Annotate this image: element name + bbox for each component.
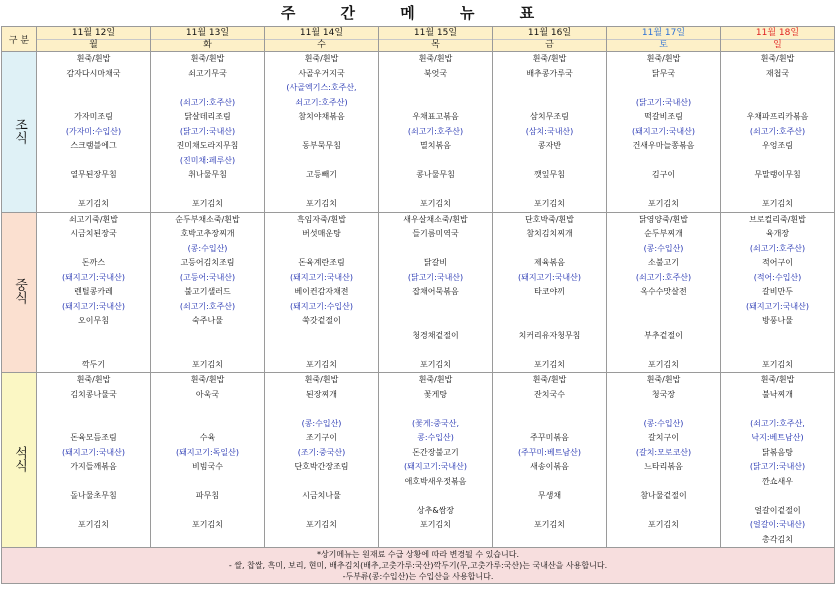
- menu-item: [37, 242, 150, 257]
- menu-item: 포기김치: [648, 359, 679, 369]
- weekly-menu-table: [1, 26, 835, 584]
- menu-item: 갈치구이: [648, 433, 679, 442]
- menu-item: 상추&쌈장: [416, 505, 455, 515]
- menu-item: 청경채겉절이: [412, 330, 459, 340]
- menu-item: [379, 402, 492, 417]
- menu-item: 베이컨감자채전: [294, 287, 349, 296]
- origin-note: (꽃게:중국산,: [412, 418, 459, 428]
- day-header-2: [265, 27, 379, 52]
- menu-item: 취나물무침: [188, 170, 227, 179]
- menu-item: [721, 402, 834, 417]
- menu-item: 단호박간장조림: [294, 462, 349, 471]
- menu-item: 잔치국수: [534, 389, 565, 399]
- menu-item: [37, 329, 150, 344]
- day-date: 11월 13일: [151, 27, 264, 40]
- origin-note: (돼지고기:수입산): [289, 301, 354, 311]
- menu-item: 시금치된장국: [70, 229, 117, 238]
- menu-item: [37, 475, 150, 490]
- menu-item: 소불고기: [648, 258, 679, 267]
- footer-line-3: -두부류(콩:수입산)는 수입산을 사용합니다.: [342, 572, 494, 581]
- menu-item: 브로컬리죽/흰밥: [749, 214, 806, 224]
- day-date: 11월 18일: [721, 27, 834, 40]
- menu-item: 돈육계란조림: [298, 258, 345, 267]
- menu-item: 단호박죽/흰밥: [524, 214, 575, 224]
- menu-item: 제육볶음: [534, 258, 565, 267]
- menu-item: [493, 242, 606, 257]
- menu-cell: [607, 373, 721, 548]
- menu-item: 포기김치: [420, 199, 451, 208]
- menu-item: 김구이: [651, 170, 676, 179]
- menu-item: 적어구이: [762, 258, 793, 267]
- menu-item: 흰죽/흰밥: [532, 54, 567, 63]
- menu-item: 비빔국수: [192, 462, 223, 471]
- menu-item: [37, 504, 150, 519]
- menu-item: 깻잎무침: [534, 170, 565, 179]
- menu-item: 들기름미역국: [412, 229, 459, 238]
- menu-item: 아욱국: [195, 389, 220, 399]
- menu-item: 흰죽/흰밥: [304, 54, 339, 63]
- day-of-week: 화: [203, 40, 212, 50]
- menu-item: [37, 154, 150, 169]
- menu-item: 애호박새우젓볶음: [404, 476, 467, 486]
- day-of-week: 목: [431, 40, 440, 50]
- menu-item: 흰죽/흰밥: [760, 375, 795, 384]
- day-of-week: 금: [545, 40, 554, 50]
- origin-note: (닭고기:국내산): [179, 126, 236, 136]
- menu-item: [37, 402, 150, 417]
- menu-item: [265, 125, 378, 140]
- menu-item: 포기김치: [192, 359, 223, 369]
- menu-item: [265, 242, 378, 257]
- menu-item: [493, 402, 606, 417]
- menu-cell: [151, 212, 265, 373]
- origin-note: (콩:수입산): [187, 243, 228, 253]
- day-header-6: [721, 27, 835, 52]
- menu-item: [151, 343, 264, 358]
- menu-item: 불낙찌개: [762, 389, 793, 399]
- menu-item: 포기김치: [192, 520, 223, 529]
- menu-item: 포기김치: [78, 520, 109, 529]
- menu-item: 김치콩나물국: [70, 389, 117, 399]
- menu-item: 흰죽/흰밥: [190, 375, 225, 384]
- menu-item: [379, 96, 492, 111]
- day-of-week: 수: [317, 40, 326, 50]
- menu-item: 포기김치: [648, 199, 679, 208]
- day-header-3: [379, 27, 493, 52]
- menu-item: 흰죽/흰밥: [418, 375, 453, 384]
- day-date: 11월 14일: [265, 27, 378, 40]
- menu-item: 포기김치: [306, 520, 337, 529]
- menu-item: 멸치볶음: [420, 141, 451, 150]
- origin-note: (고등어:국내산): [179, 272, 236, 282]
- day-header-5: [607, 27, 721, 52]
- day-date: 11월 12일: [37, 27, 150, 40]
- menu-item: 참치김치찌개: [526, 229, 573, 238]
- menu-item: [37, 183, 150, 198]
- origin-note: (돼지고기:국내산): [403, 462, 468, 471]
- menu-item: [721, 343, 834, 358]
- origin-note: (적어:수입산): [753, 272, 802, 282]
- origin-note: (진미채:페루산): [179, 155, 236, 165]
- origin-note: (닭고기:국내산): [749, 462, 806, 471]
- menu-item: [379, 154, 492, 169]
- menu-cell: [379, 52, 493, 213]
- menu-item: [379, 81, 492, 96]
- day-of-week: 월: [89, 40, 98, 50]
- menu-item: 돌나물초무침: [70, 491, 117, 500]
- menu-item: 포기김치: [762, 359, 793, 369]
- menu-item: 포기김치: [420, 520, 451, 529]
- origin-note: (쇠고기:호주산): [179, 97, 236, 107]
- menu-item: 콩나물무침: [416, 170, 455, 179]
- menu-item: [607, 154, 720, 169]
- menu-cell: [379, 212, 493, 373]
- menu-item: 잡채어묵볶음: [412, 287, 459, 296]
- menu-cell: [721, 373, 835, 548]
- menu-item: [721, 329, 834, 344]
- menu-item: 콩자반: [537, 141, 562, 150]
- menu-item: [607, 504, 720, 519]
- meal-label-cell: [2, 52, 37, 213]
- menu-item: 깍두기: [81, 359, 106, 369]
- menu-item: 새우살채소죽/흰밥: [403, 214, 468, 224]
- menu-item: 돈간장불고기: [412, 447, 459, 457]
- menu-item: 닭살데리조림: [184, 112, 231, 121]
- menu-item: 열무된장무침: [70, 170, 117, 179]
- menu-item: 숙주나물: [192, 316, 223, 325]
- menu-item: 순두부찌개: [644, 229, 683, 238]
- footer-line-2: - 쌀, 찹쌀, 흑미, 보리, 현미, 배추김치(배추,고춧가루:국산)깍두기(무,고춧가루:국산)는 국내산을 사용합니다.: [228, 561, 608, 570]
- menu-item: [607, 314, 720, 329]
- menu-item: 흰죽/흰밥: [76, 375, 111, 384]
- day-date: 11월 17일: [607, 27, 720, 40]
- menu-item: 치커리유자청무침: [518, 330, 581, 340]
- menu-item: [493, 314, 606, 329]
- menu-item: [379, 300, 492, 315]
- menu-item: 흑임자죽/흰밥: [296, 214, 347, 224]
- menu-item: 배추콩가루국: [526, 68, 573, 78]
- menu-item: [721, 183, 834, 198]
- menu-cell: [265, 373, 379, 548]
- menu-item: 쑥갓겉절이: [302, 316, 341, 325]
- origin-note: (콩:수입산): [643, 418, 684, 428]
- menu-cell: [151, 52, 265, 213]
- origin-note: (사골엑기스:호주산,: [286, 83, 357, 92]
- menu-item: 무말랭이무침: [754, 170, 801, 179]
- menu-item: [493, 81, 606, 96]
- menu-item: 수육: [199, 433, 216, 442]
- menu-item: 북엇국: [423, 68, 448, 78]
- menu-item: [607, 183, 720, 198]
- menu-cell: [607, 52, 721, 213]
- menu-item: [721, 154, 834, 169]
- day-header-4: [493, 27, 607, 52]
- origin-note: (가자미:수입산): [65, 126, 122, 136]
- menu-item: 부추겉절이: [644, 330, 683, 340]
- meal-label: 조식: [12, 117, 27, 144]
- menu-item: 시금치나물: [302, 491, 341, 500]
- menu-item: 흰죽/흰밥: [532, 375, 567, 384]
- footer-notes: [2, 548, 835, 584]
- menu-item: 포기김치: [762, 199, 793, 208]
- origin-note: (쇠고기:호주산): [407, 126, 464, 136]
- menu-item: [607, 81, 720, 96]
- menu-item: [607, 300, 720, 315]
- menu-item: [379, 183, 492, 198]
- menu-item: 포기김치: [534, 359, 565, 369]
- menu-item: 방풍나물: [762, 316, 793, 325]
- menu-item: 돈육모듬조림: [70, 433, 117, 442]
- menu-item: [721, 96, 834, 111]
- menu-cell: [265, 212, 379, 373]
- menu-item: 닭볶음탕: [762, 447, 793, 457]
- menu-item: 고등빼기: [306, 170, 337, 179]
- menu-item: 우채표고볶음: [412, 112, 459, 121]
- menu-item: 스크램블에그: [70, 141, 117, 150]
- origin-note: (닭고기:국내산): [635, 97, 692, 107]
- menu-item: 포기김치: [192, 199, 223, 208]
- origin-note: (돼지고기:국내산): [61, 301, 126, 311]
- menu-item: [151, 504, 264, 519]
- origin-note: (조기:중국산): [297, 447, 346, 457]
- menu-item: [493, 417, 606, 432]
- day-of-week: 일: [773, 40, 782, 50]
- menu-cell: [37, 212, 151, 373]
- menu-item: 떡갈비조림: [644, 112, 683, 121]
- menu-item: [37, 81, 150, 96]
- menu-item: [379, 242, 492, 257]
- menu-item: 깐쇼새우: [762, 476, 793, 486]
- origin-note: (돼지고기:국내산): [631, 126, 696, 136]
- menu-item: [493, 504, 606, 519]
- menu-item: [151, 329, 264, 344]
- menu-item: [265, 343, 378, 358]
- menu-cell: [379, 373, 493, 548]
- menu-item: 청국장: [651, 389, 676, 399]
- lunch-row: [2, 212, 835, 373]
- menu-item: 새송이볶음: [530, 462, 569, 471]
- menu-cell: [493, 52, 607, 213]
- menu-item: 포기김치: [306, 199, 337, 208]
- menu-item: [721, 81, 834, 96]
- menu-item: [493, 154, 606, 169]
- menu-item: 육개장: [765, 229, 790, 238]
- menu-item: [493, 300, 606, 315]
- menu-item: 가자미조림: [74, 112, 113, 121]
- gubun-header: 구 분: [2, 27, 37, 52]
- menu-item: 순두부채소죽/흰밥: [175, 214, 240, 224]
- origin-note: (돼지고기:국내산): [745, 301, 810, 311]
- menu-item: 돈까스: [81, 258, 106, 267]
- menu-item: 된장찌개: [306, 389, 337, 399]
- menu-item: 닭영양죽/흰밥: [638, 214, 689, 224]
- menu-item: [265, 504, 378, 519]
- menu-item: [37, 417, 150, 432]
- menu-item: 흰죽/흰밥: [646, 54, 681, 63]
- menu-item: 타코야끼: [534, 287, 565, 296]
- day-header-1: [151, 27, 265, 52]
- menu-item: 조기구이: [306, 433, 337, 442]
- meal-label: 석식: [12, 446, 27, 472]
- footer-line-1: *상기메뉴는 원재료 수급 상황에 따라 변경될 수 있습니다.: [316, 550, 520, 559]
- menu-item: 꽃게탕: [423, 389, 448, 399]
- menu-item: 포기김치: [534, 520, 565, 529]
- menu-item: 참치야채볶음: [298, 112, 345, 121]
- menu-item: [607, 402, 720, 417]
- origin-note: (콩:수입산): [643, 243, 684, 253]
- menu-item: 포기김치: [306, 359, 337, 369]
- origin-note: 쇠고기:호주산): [295, 97, 348, 107]
- menu-item: 흰죽/흰밥: [190, 54, 225, 63]
- menu-item: 주꾸미볶음: [530, 433, 569, 442]
- menu-item: 흰죽/흰밥: [76, 54, 111, 63]
- origin-note: (갈치:모로코산): [635, 447, 692, 457]
- menu-item: 우엉조림: [762, 141, 793, 150]
- menu-item: 호박고추장찌개: [180, 229, 235, 238]
- header-row: [2, 27, 835, 52]
- menu-item: 얼갈이겉절이: [754, 505, 801, 515]
- menu-cell: [151, 373, 265, 548]
- day-of-week: 토: [659, 40, 668, 50]
- menu-item: [379, 343, 492, 358]
- menu-cell: [721, 52, 835, 213]
- menu-item: 동부묵무침: [302, 141, 341, 150]
- origin-note: (삼치:국내산): [525, 126, 574, 136]
- menu-item: [607, 475, 720, 490]
- menu-item: [265, 402, 378, 417]
- menu-item: 포기김치: [534, 199, 565, 208]
- menu-item: 닭갈비: [423, 258, 448, 267]
- origin-note: (주꾸미:베트남산): [517, 447, 582, 457]
- menu-item: [151, 402, 264, 417]
- menu-item: 느타리볶음: [644, 462, 683, 471]
- origin-note: 낙지:베트남산): [751, 433, 804, 442]
- menu-item: [607, 343, 720, 358]
- origin-note: (쇠고기:호주산,: [750, 418, 805, 428]
- footer-row: [2, 548, 835, 584]
- origin-note: (닭고기:국내산): [407, 272, 464, 282]
- menu-item: [37, 343, 150, 358]
- menu-item: 고등어김치조림: [180, 258, 235, 267]
- menu-item: [493, 183, 606, 198]
- menu-cell: [493, 212, 607, 373]
- meal-label-cell: [2, 373, 37, 548]
- menu-item: 포기김치: [648, 520, 679, 529]
- menu-item: 총각김치: [762, 534, 793, 544]
- menu-item: 건새우마늘쫑볶음: [632, 141, 695, 150]
- meal-label-cell: [2, 212, 37, 373]
- menu-item: 버섯매운탕: [302, 229, 341, 238]
- menu-item: 흰죽/흰밥: [304, 375, 339, 384]
- menu-item: [37, 96, 150, 111]
- menu-item: 갈비만두: [762, 287, 793, 296]
- menu-item: [151, 417, 264, 432]
- menu-item: 닭무국: [651, 68, 676, 78]
- origin-note: (콩:수입산): [301, 418, 342, 428]
- menu-item: 포기김치: [420, 359, 451, 369]
- menu-item: 흰죽/흰밥: [760, 54, 795, 63]
- origin-note: (돼지고기:국내산): [517, 272, 582, 282]
- menu-item: 가지들깨볶음: [70, 462, 117, 471]
- origin-note: (얼갈이:국내산): [749, 520, 806, 529]
- day-date: 11월 16일: [493, 27, 606, 40]
- menu-cell: [37, 373, 151, 548]
- menu-item: 우채파프리카볶음: [746, 112, 809, 121]
- origin-note: (쇠고기:호주산): [179, 301, 236, 311]
- menu-item: [379, 489, 492, 504]
- menu-item: 무생채: [537, 491, 562, 500]
- menu-item: [265, 475, 378, 490]
- menu-item: [265, 154, 378, 169]
- menu-item: 포기김치: [78, 199, 109, 208]
- menu-item: 감자다시마채국: [66, 68, 121, 78]
- menu-item: [265, 329, 378, 344]
- menu-item: [265, 183, 378, 198]
- menu-item: 오이무침: [78, 316, 109, 325]
- origin-note: 콩:수입산): [417, 433, 454, 442]
- menu-item: [151, 183, 264, 198]
- day-date: 11월 15일: [379, 27, 492, 40]
- menu-item: 옥수수맛살전: [640, 287, 687, 296]
- dinner-row: [2, 373, 835, 548]
- origin-note: (돼지고기:독일산): [175, 447, 240, 457]
- origin-note: (돼지고기:국내산): [61, 272, 126, 282]
- origin-note: (쇠고기:호주산): [749, 126, 806, 136]
- menu-item: 진미채도라지무침: [176, 141, 239, 150]
- origin-note: (쇠고기:호주산): [749, 243, 806, 253]
- menu-item: 쇠고기죽/흰밥: [68, 214, 119, 224]
- menu-item: [151, 81, 264, 96]
- menu-item: [493, 475, 606, 490]
- menu-item: [379, 314, 492, 329]
- day-header-0: [37, 27, 151, 52]
- menu-item: 쇠고기무국: [188, 68, 227, 78]
- menu-cell: [265, 52, 379, 213]
- menu-item: [493, 343, 606, 358]
- menu-item: 렌틸콩카레: [74, 287, 113, 296]
- menu-item: [151, 475, 264, 490]
- menu-cell: [493, 373, 607, 548]
- menu-cell: [721, 212, 835, 373]
- menu-item: 파무침: [195, 491, 220, 500]
- menu-item: 흰죽/흰밥: [418, 54, 453, 63]
- menu-cell: [607, 212, 721, 373]
- menu-item: 재첩국: [765, 68, 790, 78]
- origin-note: (돼지고기:국내산): [61, 447, 126, 457]
- origin-note: (쇠고기:호주산): [635, 272, 692, 282]
- menu-item: 불고기샐러드: [184, 287, 231, 296]
- menu-item: 사골우거지국: [298, 68, 345, 78]
- page-title: 주 간 메 뉴 표: [280, 4, 555, 22]
- menu-item: [721, 489, 834, 504]
- menu-item: 참나물겉절이: [640, 491, 687, 500]
- menu-item: 흰죽/흰밥: [646, 375, 681, 384]
- menu-item: 삼치무조림: [530, 112, 569, 121]
- menu-item: [493, 96, 606, 111]
- breakfast-row: [2, 52, 835, 213]
- menu-cell: [37, 52, 151, 213]
- origin-note: (돼지고기:국내산): [289, 272, 354, 282]
- meal-label: 중식: [12, 278, 27, 305]
